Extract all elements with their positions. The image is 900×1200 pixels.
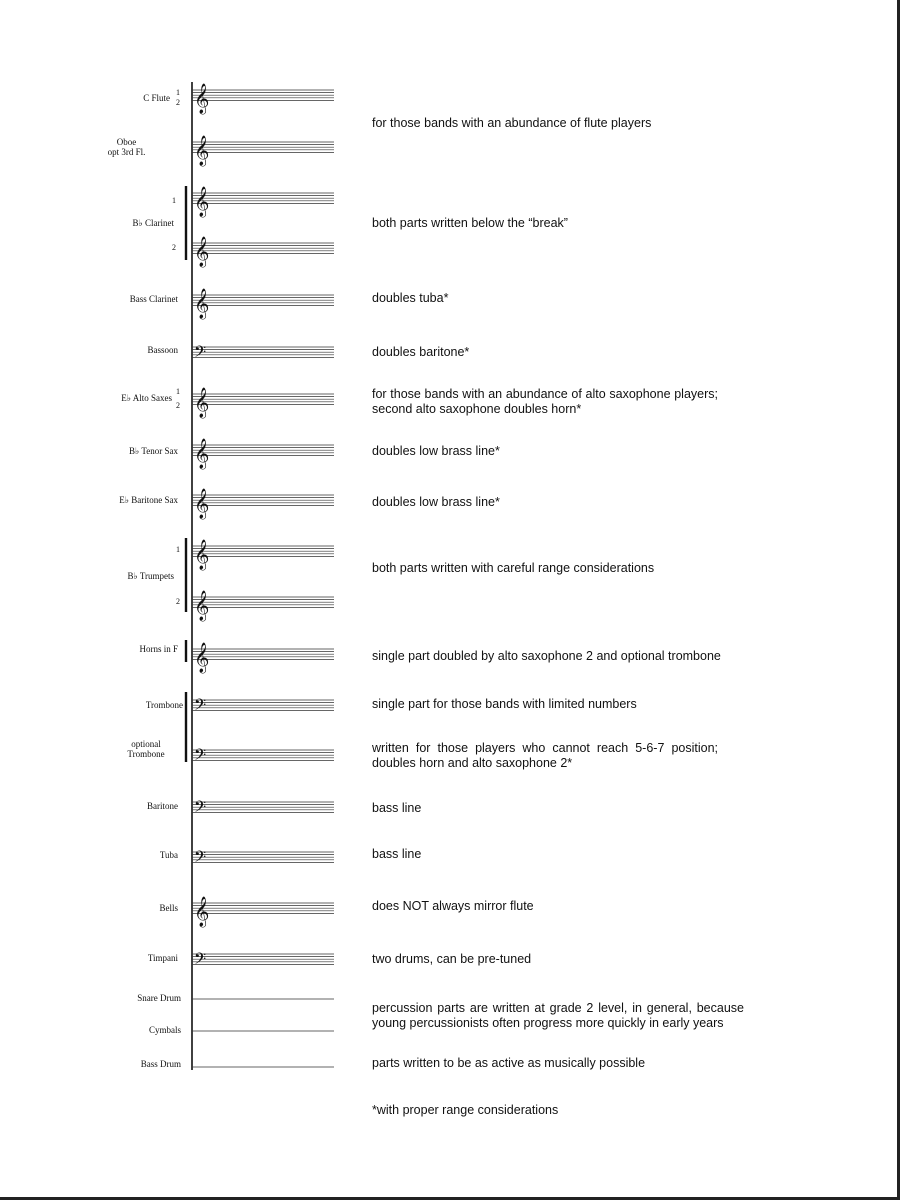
treble-clef-icon: 𝄞 xyxy=(194,187,210,217)
bass-clef-icon: 𝄢 xyxy=(194,950,207,972)
bass-clef-icon: 𝄢 xyxy=(194,746,207,768)
note-tuba: bass line xyxy=(372,847,422,861)
staff-horns xyxy=(192,642,334,674)
label-flute: C Flute xyxy=(143,93,170,103)
staff-bass-clarinet xyxy=(192,288,334,320)
staff-baritone-sax xyxy=(192,488,334,520)
staff-flute xyxy=(192,83,334,115)
label-timpani: Timpani xyxy=(147,953,178,963)
treble-clef-icon: 𝄞 xyxy=(194,289,210,319)
staff-trumpet-1 xyxy=(192,539,334,571)
note-baritone: bass line xyxy=(372,801,422,815)
treble-clef-icon: 𝄞 xyxy=(194,136,210,166)
part-number-trumpet-1: 1 xyxy=(176,545,180,554)
note-trumpets: both parts written with careful range considerations xyxy=(372,561,655,575)
part-number-flute-1: 1 xyxy=(176,88,180,97)
staff-timpani xyxy=(192,950,334,972)
label-bassoon: Bassoon xyxy=(147,345,178,355)
label-tenor-sax: B♭ Tenor Sax xyxy=(129,446,178,456)
label-bass-clarinet: Bass Clarinet xyxy=(129,294,178,304)
bass-clef-icon: 𝄢 xyxy=(194,343,207,365)
label-tuba: Tuba xyxy=(159,850,178,860)
treble-clef-icon: 𝄞 xyxy=(194,439,210,469)
note-trombone: single part for those bands with limited numbers xyxy=(372,697,637,711)
treble-clef-icon: 𝄞 xyxy=(194,388,210,418)
label-oboe: Oboe opt 3rd Fl. xyxy=(107,137,146,157)
label-clarinet: B♭ Clarinet xyxy=(132,218,174,228)
part-number-trumpet-2: 2 xyxy=(176,597,180,606)
note-horns: single part doubled by alto saxophone 2 and optional trombone xyxy=(372,649,721,663)
part-number-alto-sax-1: 1 xyxy=(176,387,180,396)
staff-alto-saxes xyxy=(192,387,334,419)
staff-clarinet-2 xyxy=(192,236,334,268)
part-number-alto-sax-2: 2 xyxy=(176,401,180,410)
treble-clef-icon: 𝄞 xyxy=(194,540,210,570)
label-alto-saxes: E♭ Alto Saxes xyxy=(121,393,172,403)
treble-clef-icon: 𝄞 xyxy=(194,84,210,114)
note-optional-trombone: written for those players who cannot reach 5-6-7 position; doubles horn and alto saxophone 2* xyxy=(372,741,718,770)
staff-bassoon xyxy=(192,343,334,365)
label-cymbals: Cymbals xyxy=(148,1025,181,1035)
staff-trumpet-2 xyxy=(192,590,334,622)
note-bass-clarinet: doubles tuba* xyxy=(372,291,449,305)
label-baritone: Baritone xyxy=(147,801,178,811)
staff-trombone xyxy=(192,696,334,718)
staff-optional-trombone xyxy=(192,746,334,768)
treble-clef-icon: 𝄞 xyxy=(194,591,210,621)
note-percussion: percussion parts are written at grade 2 level, in general, because young percussionists often progress more quickly in early years xyxy=(372,1001,744,1030)
note-tenor-sax: doubles low brass line* xyxy=(372,444,500,458)
note-clarinet: both parts written below the “break” xyxy=(372,216,568,230)
label-horns: Horns in F xyxy=(139,644,178,654)
part-number-flute-2: 2 xyxy=(176,98,180,107)
note-bass-drum: parts written to be as active as musically possible xyxy=(372,1056,646,1070)
bass-clef-icon: 𝄢 xyxy=(194,696,207,718)
treble-clef-icon: 𝄞 xyxy=(194,643,210,673)
label-snare-drum: Snare Drum xyxy=(137,993,181,1003)
note-alto-sax: for those bands with an abundance of alto saxophone players; second alto saxophone doubles horn* xyxy=(372,387,718,416)
staff-clarinet-1 xyxy=(192,186,334,218)
label-bass-drum: Bass Drum xyxy=(140,1059,181,1069)
staff-baritone xyxy=(192,798,334,820)
note-bells: does NOT always mirror flute xyxy=(372,899,534,913)
staff-tuba xyxy=(192,848,334,870)
note-baritone-sax: doubles low brass line* xyxy=(372,495,500,509)
note-flute: for those bands with an abundance of flute players xyxy=(372,116,652,130)
label-bells: Bells xyxy=(159,903,178,913)
staff-bells xyxy=(192,896,334,928)
footnote: *with proper range considerations xyxy=(372,1103,559,1117)
bass-clef-icon: 𝄢 xyxy=(194,848,207,870)
staff-oboe xyxy=(192,135,334,167)
staff-tenor-sax xyxy=(192,438,334,470)
label-trumpets: B♭ Trumpets xyxy=(127,571,174,581)
label-trombone: Trombone xyxy=(145,700,183,710)
label-optional-trombone: optional Trombone xyxy=(127,739,165,759)
note-timpani: two drums, can be pre-tuned xyxy=(372,952,532,966)
label-baritone-sax: E♭ Baritone Sax xyxy=(119,495,178,505)
treble-clef-icon: 𝄞 xyxy=(194,237,210,267)
bass-clef-icon: 𝄢 xyxy=(194,798,207,820)
note-bassoon: doubles baritone* xyxy=(372,345,470,359)
treble-clef-icon: 𝄞 xyxy=(194,489,210,519)
treble-clef-icon: 𝄞 xyxy=(194,897,210,927)
part-number-clarinet-1: 1 xyxy=(172,196,176,205)
part-number-clarinet-2: 2 xyxy=(172,243,176,252)
